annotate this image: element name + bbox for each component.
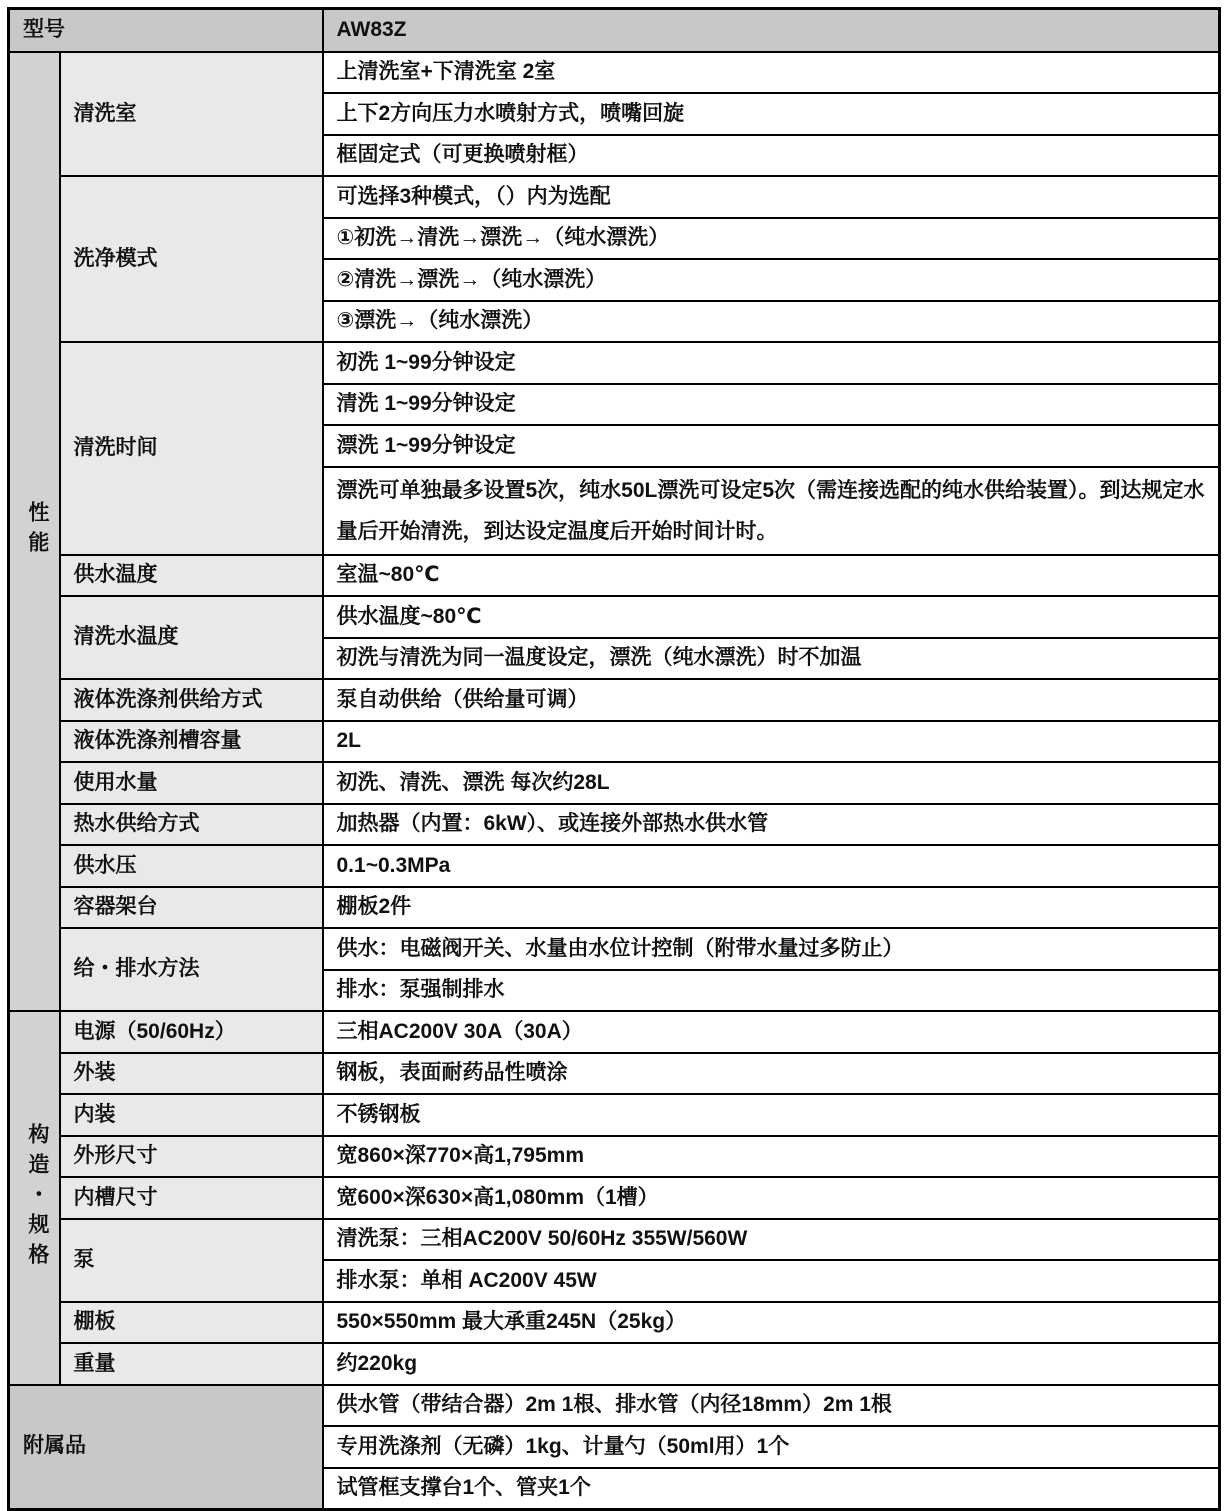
spec-value: 2L <box>323 721 1220 763</box>
spec-value: 排水：泵强制排水 <box>323 970 1220 1012</box>
spec-group-label: 外形尺寸 <box>60 1136 323 1178</box>
spec-group-label: 使用水量 <box>60 762 323 804</box>
model-value: AW83Z <box>323 9 1220 52</box>
spec-group-label: 洗净模式 <box>60 176 323 342</box>
spec-value: 泵自动供给（供给量可调） <box>323 679 1220 721</box>
table-row <box>9 762 1220 804</box>
table-row <box>9 1053 1220 1095</box>
table-row <box>9 9 1220 52</box>
table-row <box>9 1343 1220 1385</box>
spec-value: ①初洗→清洗→漂洗→（纯水漂洗） <box>323 218 1220 260</box>
spec-group-label: 清洗水温度 <box>60 596 323 679</box>
table-row <box>9 555 1220 597</box>
spec-group-label: 泵 <box>60 1219 323 1302</box>
spec-group-label: 电源（50/60Hz） <box>60 1011 323 1053</box>
spec-group-label: 重量 <box>60 1343 323 1385</box>
table-row <box>9 1011 1220 1053</box>
table-row <box>9 845 1220 887</box>
table-row <box>9 721 1220 763</box>
spec-value: 清洗泵：三相AC200V 50/60Hz 355W/560W <box>323 1219 1220 1261</box>
spec-value: 0.1~0.3MPa <box>323 845 1220 887</box>
spec-group-label: 液体洗涤剂槽容量 <box>60 721 323 763</box>
table-row <box>9 52 1220 94</box>
table-row <box>9 342 1220 384</box>
spec-group-label: 供水压 <box>60 845 323 887</box>
spec-value: ③漂洗→（纯水漂洗） <box>323 301 1220 343</box>
table-row <box>9 1219 1220 1261</box>
spec-group-label: 清洗时间 <box>60 342 323 555</box>
spec-group-label: 给・排水方法 <box>60 928 323 1011</box>
spec-table <box>7 7 1221 1511</box>
section-label-accessories: 附属品 <box>9 1385 323 1510</box>
table-row <box>9 1385 1220 1427</box>
table-row <box>9 1094 1220 1136</box>
spec-value: 试管框支撑台1个、管夹1个 <box>323 1468 1220 1510</box>
section-label-construction: 构造・规格 <box>9 1011 60 1385</box>
spec-value: 上下2方向压力水喷射方式，喷嘴回旋 <box>323 93 1220 135</box>
spec-value: 漂洗可单独最多设置5次，纯水50L漂洗可设定5次（需连接选配的纯水供给装置）。到达规定水量后开始清洗，到达设定温度后开始时间计时。 <box>323 467 1220 555</box>
table-row <box>9 804 1220 846</box>
spec-value: 专用洗涤剂（无磷）1kg、计量勺（50ml用）1个 <box>323 1426 1220 1468</box>
table-row <box>9 887 1220 929</box>
spec-value: 宽860×深770×高1,795mm <box>323 1136 1220 1178</box>
spec-value: 钢板，表面耐药品性喷涂 <box>323 1053 1220 1095</box>
spec-value: 棚板2件 <box>323 887 1220 929</box>
spec-value: 不锈钢板 <box>323 1094 1220 1136</box>
spec-value: 框固定式（可更换喷射框） <box>323 135 1220 177</box>
table-row <box>9 1177 1220 1219</box>
spec-value: 漂洗 1~99分钟设定 <box>323 425 1220 467</box>
spec-group-label: 外装 <box>60 1053 323 1095</box>
spec-value: 供水管（带结合器）2m 1根、排水管（内径18mm）2m 1根 <box>323 1385 1220 1427</box>
spec-value: 宽600×深630×高1,080mm（1槽） <box>323 1177 1220 1219</box>
table-row <box>9 1136 1220 1178</box>
spec-value: 室温~80℃ <box>323 555 1220 597</box>
spec-value: 加热器（内置：6kW）、或连接外部热水供水管 <box>323 804 1220 846</box>
spec-value: 初洗与清洗为同一温度设定，漂洗（纯水漂洗）时不加温 <box>323 638 1220 680</box>
spec-group-label: 热水供给方式 <box>60 804 323 846</box>
table-row <box>9 1302 1220 1344</box>
spec-value: 清洗 1~99分钟设定 <box>323 384 1220 426</box>
table-row <box>9 679 1220 721</box>
spec-group-label: 容器架台 <box>60 887 323 929</box>
spec-value: 初洗、清洗、漂洗 每次约28L <box>323 762 1220 804</box>
spec-group-label: 液体洗涤剂供给方式 <box>60 679 323 721</box>
spec-group-label: 清洗室 <box>60 52 323 177</box>
spec-value: 上清洗室+下清洗室 2室 <box>323 52 1220 94</box>
spec-value: 初洗 1~99分钟设定 <box>323 342 1220 384</box>
spec-group-label: 棚板 <box>60 1302 323 1344</box>
spec-group-label: 内槽尺寸 <box>60 1177 323 1219</box>
table-row <box>9 176 1220 218</box>
spec-value: 供水：电磁阀开关、水量由水位计控制（附带水量过多防止） <box>323 928 1220 970</box>
table-row <box>9 596 1220 638</box>
spec-value: 供水温度~80℃ <box>323 596 1220 638</box>
spec-value: 约220kg <box>323 1343 1220 1385</box>
spec-value: 三相AC200V 30A（30A） <box>323 1011 1220 1053</box>
spec-value: 可选择3种模式，（）内为选配 <box>323 176 1220 218</box>
spec-value: 排水泵：单相 AC200V 45W <box>323 1260 1220 1302</box>
spec-group-label: 供水温度 <box>60 555 323 597</box>
model-label: 型号 <box>9 9 323 52</box>
section-label-performance: 性能 <box>9 52 60 1012</box>
spec-value: 550×550mm 最大承重245N（25kg） <box>323 1302 1220 1344</box>
spec-value: ②清洗→漂洗→（纯水漂洗） <box>323 259 1220 301</box>
spec-group-label: 内装 <box>60 1094 323 1136</box>
table-row <box>9 928 1220 970</box>
